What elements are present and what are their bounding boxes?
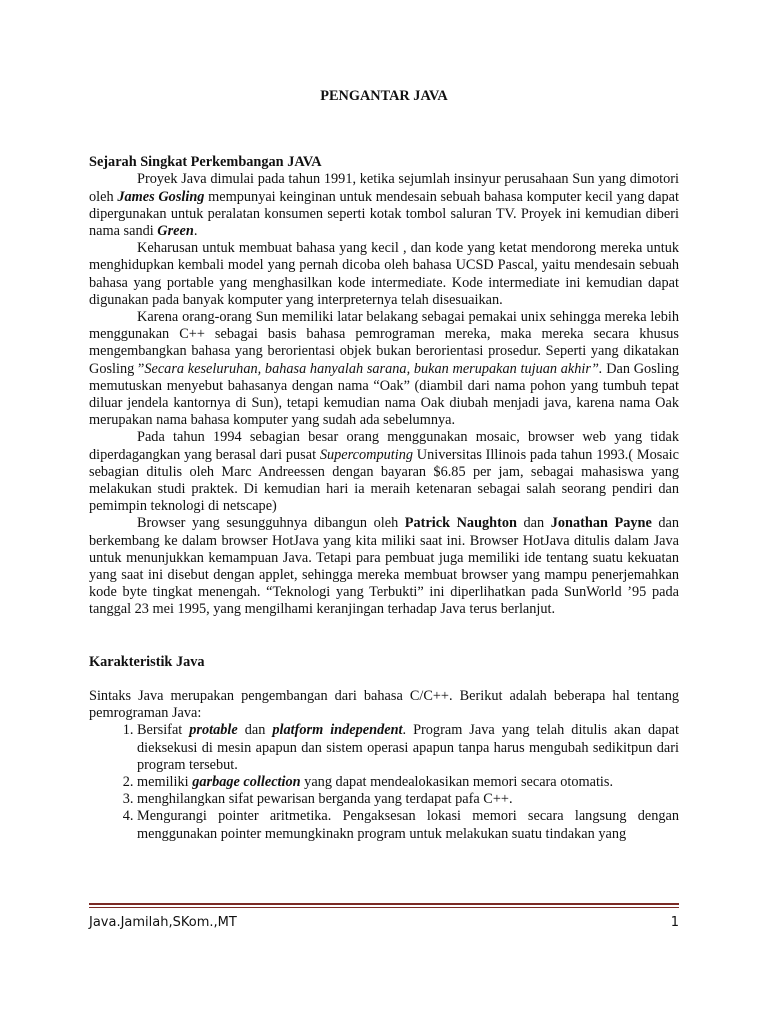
emphasis-green: Green	[157, 223, 194, 240]
paragraph-4: Pada tahun 1994 sebagian besar orang menggunakan mosaic, browser web yang tidak diperdagangkan yang berasal dari pusat Supercomputing Universitas Illinois pada tahun 1993.( Mosaic sebagian ditulis oleh Marc Andreessen dengan bayaran $6.85 per jam, sebagai mahasiswa yang melakukan studi praktek. Di kemudian hari ia meraih ketenaran sebagai salah seorang pendiri dan pemimpin teknologi di netscape)	[89, 429, 679, 515]
emphasis-james-gosling: James Gosling	[117, 188, 205, 205]
section-heading-characteristics: Karakteristik Java	[89, 653, 205, 670]
document-body	[89, 88, 679, 843]
page-number: 1	[670, 915, 679, 930]
footer-divider	[89, 903, 679, 905]
emphasis-patrick-naughton: Patrick Naughton	[404, 515, 517, 532]
paragraph-1: Proyek Java dimulai pada tahun 1991, ketika sejumlah insinyur perusahaan Sun yang dimotori oleh James Gosling mempunyai keinginan untuk mendesain sebuah bahasa komputer kecil yang dapat dipergunakan untuk peralatan konsumen seperti kotak tombol saluran TV. Proyek ini kemudian diberi nama sandi Green.	[89, 171, 680, 240]
list-item: 2. memiliki garbage collection yang dapat mendealokasikan memori secara otomatis.	[137, 774, 679, 791]
page-title: PENGANTAR JAVA	[320, 88, 448, 104]
list-item: 3. menghilangkan sifat pewarisan berganda yang terdapat pafa C++.	[137, 791, 679, 808]
footer-author: Java.Jamilah,SKom.,MT	[89, 915, 237, 930]
list-item: 4. Mengurangi pointer aritmetika. Pengaksesan lokasi memori secara langsung dengan menggunakan pointer memungkinakn program untuk melakukan suatu tindakan yang	[137, 808, 679, 842]
emphasis-supercomputing: Supercomputing	[319, 446, 413, 463]
paragraph-3: Karena orang-orang Sun memiliki latar belakang sebagai pemakai unix sehingga mereka lebih menggunakan C++ sebagai basis bahasa pemrograman mereka, maka mereka secara khusus mengembangkan bahasa yang berorientasi objek bukan berorientasi prosedur. Seperti yang dikatakan Gosling ”Secara keseluruhan, bahasa hanyalah sarana, bukan merupakan tujuan akhir”. Dan Gosling memutuskan menyebut bahasanya dengan nama “Oak” (diambil dari nama pohon yang tumbuh tepat diluar jendela kantornya di Sun), tetapi kemudian nama Oak diubah menjadi java, karena nama Oak merupakan nama bahasa komputer yang sudah ada sebelumnya.	[89, 309, 679, 429]
emphasis-jonathan-payne: Jonathan Payne	[550, 515, 652, 532]
section-heading-history: Sejarah Singkat Perkembangan JAVA	[89, 154, 322, 171]
quote-gosling: Secara keseluruhan, bahasa hanyalah sarana, bukan merupakan tujuan akhir”.	[144, 360, 603, 377]
paragraph-5: Browser yang sesungguhnya dibangun oleh Patrick Naughton dan Jonathan Payne dan berkembang ke dalam browser HotJava yang kita miliki saat ini. Browser HotJava ditulis dalam Java untuk menunjukkan kemampuan Java. Tetapi para pembuat juga memiliki ide tentang suatu kekuatan yang saat ini disebut dengan applet, sehingga mereka membuat browser yang mampu penerjemahkan kode byte tingkat menengah. “Teknologi yang Terbukti” ini diperlihatkan pada SunWorld ’95 pada tanggal 23 mei 1995, yang mengilhami keranjingan terhadap Java terus berlanjut.	[89, 515, 679, 618]
characteristics-list	[89, 722, 679, 842]
paragraph-2: Keharusan untuk membuat bahasa yang kecil , dan kode yang ketat mendorong mereka untuk menghidupkan kembali model yang pernah dicoba oleh bahasa UCSD Pascal, yaitu mendesain sebuah bahasa yang portable yang menghasilkan kode intermediate. Kode intermediate ini kemudian dapat digunakan pada banyak komputer yang interpreternya telah disesuaikan.	[89, 240, 679, 308]
footer-divider-thin	[89, 907, 679, 908]
list-item: 1. Bersifat protable dan platform independent. Program Java yang telah ditulis akan dapat dieksekusi di mesin apapun dan sistem operasi apapun tanpa harus mengubah sedikitpun dari program tersebut.	[137, 722, 679, 774]
characteristics-intro: Sintaks Java merupakan pengembangan dari bahasa C/C++. Berikut adalah beberapa hal tentang pemrograman Java:	[89, 687, 679, 722]
